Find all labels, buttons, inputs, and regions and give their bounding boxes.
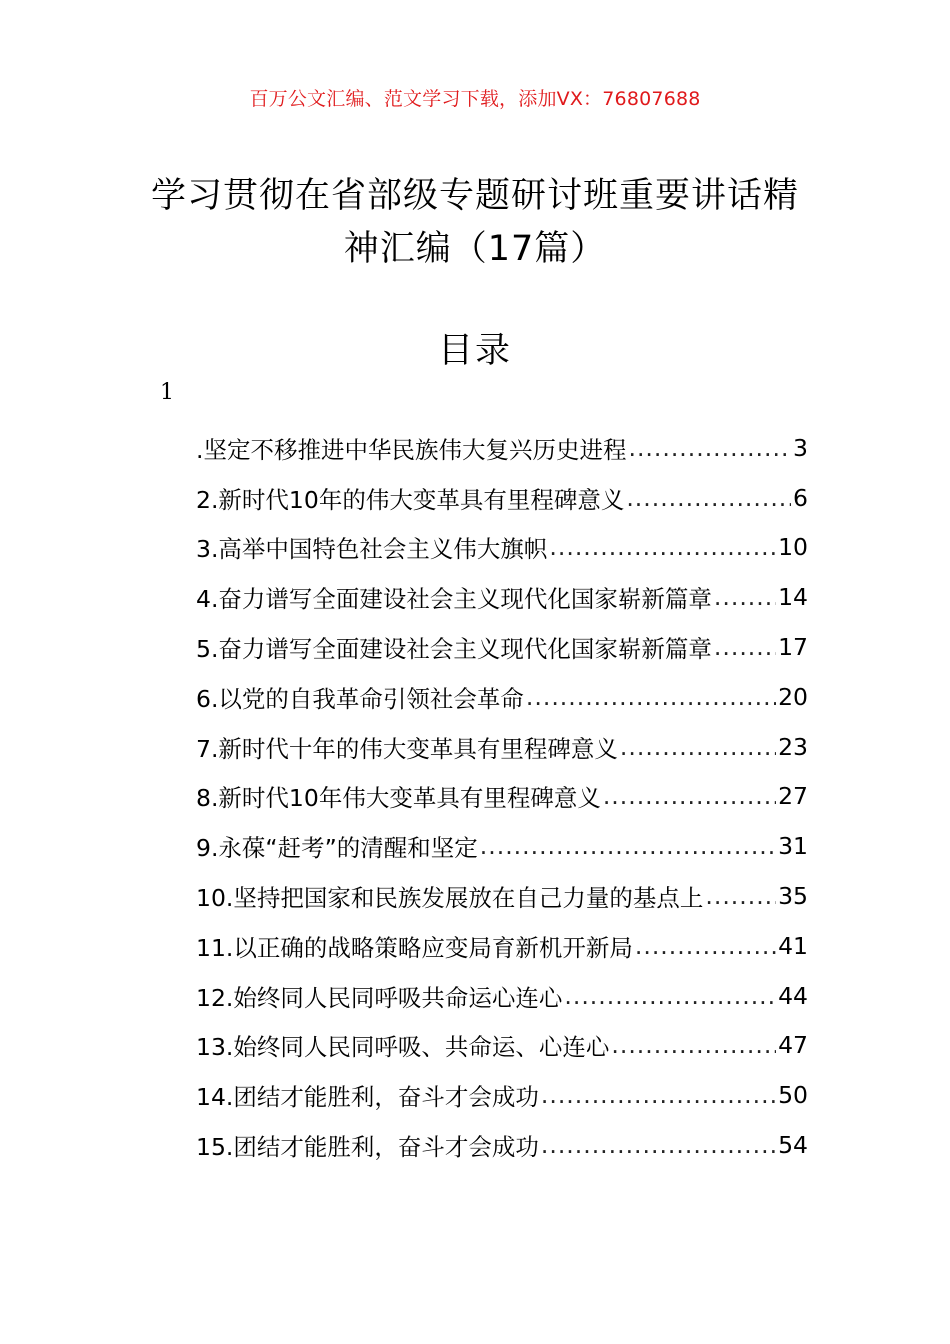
toc-item[interactable] bbox=[196, 821, 808, 871]
toc-leader-dots bbox=[714, 633, 776, 661]
toc-item-page: 20 bbox=[778, 682, 808, 711]
toc-leader-dots bbox=[626, 484, 791, 512]
toc-item-label: 10.坚持把国家和民族发展放在自己力量的基点上 bbox=[196, 884, 704, 913]
toc-leader-dots bbox=[480, 832, 776, 860]
toc-item-label: 3.高举中国特色社会主义伟大旗帜 bbox=[196, 535, 548, 564]
toc-item-label: 14.团结才能胜利，奋斗才会成功 bbox=[196, 1083, 539, 1112]
toc-item-page: 44 bbox=[778, 981, 808, 1010]
toc-leader-dots bbox=[541, 1081, 776, 1109]
document-title bbox=[60, 170, 890, 276]
toc-item[interactable] bbox=[196, 423, 808, 473]
watermark-banner: 百万公文汇编、范文学习下载，添加VX：76807688 bbox=[249, 88, 701, 110]
toc-leader-dots bbox=[635, 932, 776, 960]
toc-item-label: 15.团结才能胜利，奋斗才会成功 bbox=[196, 1133, 539, 1162]
toc-item-page: 31 bbox=[778, 832, 808, 861]
toc-item-label: 6.以党的自我革命引领社会革命 bbox=[196, 684, 524, 713]
table-of-contents bbox=[196, 423, 808, 1170]
stray-number: 1 bbox=[160, 380, 174, 405]
toc-leader-dots bbox=[620, 733, 776, 761]
toc-item[interactable] bbox=[196, 1120, 808, 1170]
toc-heading: 目录 bbox=[437, 331, 512, 371]
toc-leader-dots bbox=[628, 434, 791, 462]
toc-item[interactable] bbox=[196, 572, 808, 622]
toc-item-page: 3 bbox=[793, 433, 808, 462]
toc-item-page: 47 bbox=[778, 1031, 808, 1060]
toc-item-label: .坚定不移推进中华民族伟大复兴历史进程 bbox=[196, 435, 627, 464]
toc-leader-dots bbox=[705, 882, 776, 910]
toc-item-label: 7.新时代十年的伟大变革具有里程碑意义 bbox=[196, 734, 618, 763]
toc-item-page: 6 bbox=[793, 483, 808, 512]
toc-leader-dots bbox=[541, 1131, 776, 1159]
toc-item[interactable] bbox=[196, 971, 808, 1021]
toc-item-page: 23 bbox=[778, 732, 808, 761]
toc-leader-dots bbox=[611, 1031, 776, 1059]
toc-item-label: 11.以正确的战略策略应变局育新机开新局 bbox=[196, 933, 633, 962]
title-line-2: 神汇编（17篇） bbox=[343, 229, 607, 269]
toc-leader-dots bbox=[564, 982, 776, 1010]
toc-item-label: 8.新时代10年伟大变革具有里程碑意义 bbox=[196, 784, 601, 813]
toc-item[interactable] bbox=[196, 672, 808, 722]
toc-item[interactable] bbox=[196, 772, 808, 822]
toc-leader-dots bbox=[714, 583, 776, 611]
toc-leader-dots bbox=[603, 782, 776, 810]
toc-item-page: 17 bbox=[778, 633, 808, 662]
toc-item[interactable] bbox=[196, 871, 808, 921]
toc-item[interactable] bbox=[196, 1070, 808, 1120]
toc-item[interactable] bbox=[196, 523, 808, 573]
toc-item-label: 5.奋力谱写全面建设社会主义现代化国家崭新篇章 bbox=[196, 635, 712, 664]
toc-item-label: 2.新时代10年的伟大变革具有里程碑意义 bbox=[196, 485, 625, 514]
toc-item-label: 13.始终同人民同呼吸、共命运、心连心 bbox=[196, 1033, 610, 1062]
toc-item-page: 35 bbox=[778, 882, 808, 911]
toc-item-label: 12.始终同人民同呼吸共命运心连心 bbox=[196, 983, 563, 1012]
toc-item-page: 54 bbox=[778, 1131, 808, 1160]
toc-leader-dots bbox=[526, 683, 776, 711]
toc-item[interactable] bbox=[196, 473, 808, 523]
toc-leader-dots bbox=[549, 533, 776, 561]
toc-item-page: 27 bbox=[778, 782, 808, 811]
toc-item-page: 50 bbox=[778, 1081, 808, 1110]
toc-item[interactable] bbox=[196, 722, 808, 772]
toc-item[interactable] bbox=[196, 921, 808, 971]
toc-item-page: 10 bbox=[778, 533, 808, 562]
title-line-1: 学习贯彻在省部级专题研讨班重要讲话精 bbox=[150, 176, 799, 216]
toc-item-page: 41 bbox=[778, 931, 808, 960]
toc-item[interactable] bbox=[196, 622, 808, 672]
toc-item-label: 9.永葆“赶考”的清醒和坚定 bbox=[196, 834, 478, 863]
toc-item[interactable] bbox=[196, 1021, 808, 1071]
toc-item-label: 4.奋力谱写全面建设社会主义现代化国家崭新篇章 bbox=[196, 585, 712, 614]
toc-item-page: 14 bbox=[778, 583, 808, 612]
